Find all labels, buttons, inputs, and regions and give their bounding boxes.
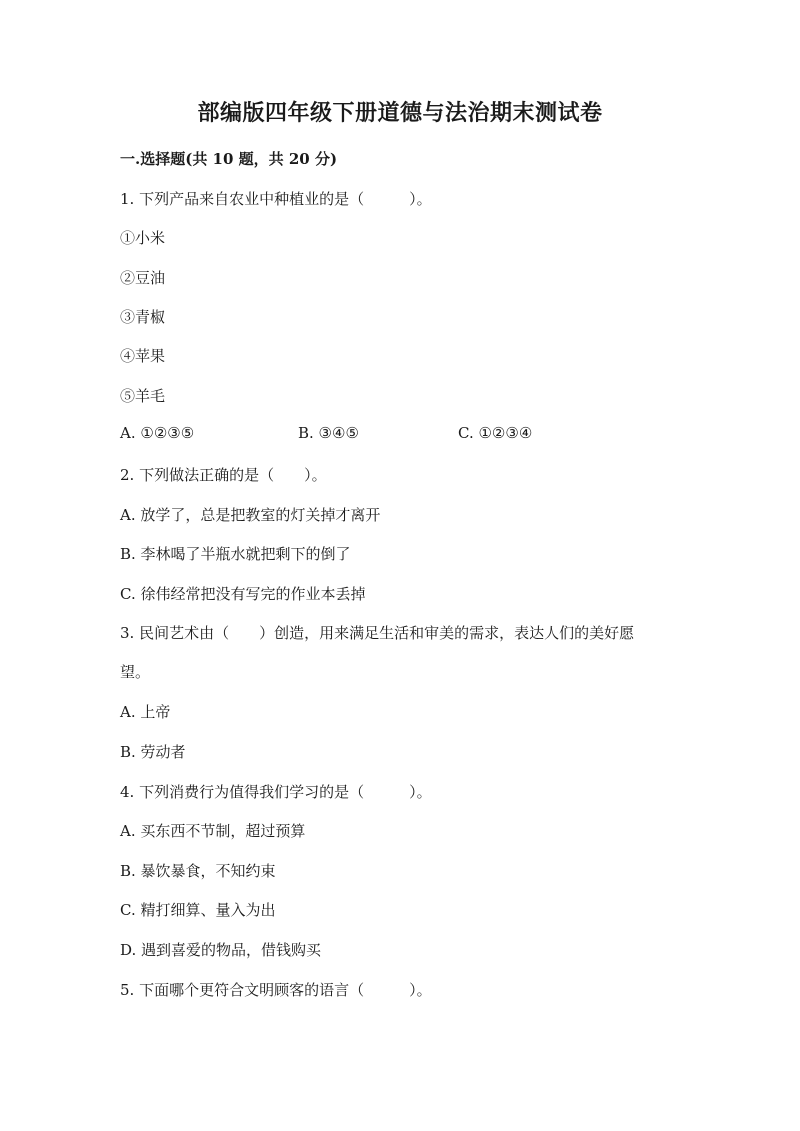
question-4-option-c: C. 精打细算、量入为出	[120, 901, 276, 919]
question-1-item-4: ④苹果	[120, 347, 166, 365]
question-1-options	[120, 424, 720, 446]
page-title: 部编版四年级下册道德与法治期末测试卷	[197, 100, 603, 126]
question-3-stem-line-1: 3. 民间艺术由（ ）创造，用来满足生活和审美的需求，表达人们的美好愿	[120, 624, 635, 642]
question-3-option-a: A. 上帝	[120, 703, 171, 721]
question-1-item-2: ②豆油	[120, 269, 166, 287]
question-4-option-a: A. 买东西不节制，超过预算	[120, 822, 306, 840]
question-4-option-d: D. 遇到喜爱的物品，借钱购买	[120, 941, 322, 959]
question-1-item-1: ①小米	[120, 229, 166, 247]
section-heading: 一.选择题(共 10 题，共 20 分)	[120, 150, 338, 168]
question-4-option-b: B. 暴饮暴食，不知约束	[120, 862, 276, 880]
question-2-option-a: A. 放学了，总是把教室的灯关掉才离开	[120, 506, 381, 524]
question-1-option-c: C. ①②③④	[458, 424, 533, 442]
question-2-option-b: B. 李林喝了半瓶水就把剩下的倒了	[120, 545, 351, 563]
question-1-stem: 1. 下列产品来自农业中种植业的是（ ）。	[120, 190, 432, 208]
question-3-stem-line-2: 望。	[120, 663, 151, 681]
question-3-option-b: B. 劳动者	[120, 743, 186, 761]
question-2-stem: 2. 下列做法正确的是（ ）。	[120, 466, 327, 484]
question-1-item-5: ⑤羊毛	[120, 387, 166, 405]
question-4-stem: 4. 下列消费行为值得我们学习的是（ ）。	[120, 783, 432, 801]
question-2-option-c: C. 徐伟经常把没有写完的作业本丢掉	[120, 585, 366, 603]
question-5-stem: 5. 下面哪个更符合文明顾客的语言（ ）。	[120, 981, 432, 999]
question-1-item-3: ③青椒	[120, 308, 166, 326]
question-1-option-a: A. ①②③⑤	[120, 424, 195, 442]
question-1-option-b: B. ③④⑤	[298, 424, 359, 442]
